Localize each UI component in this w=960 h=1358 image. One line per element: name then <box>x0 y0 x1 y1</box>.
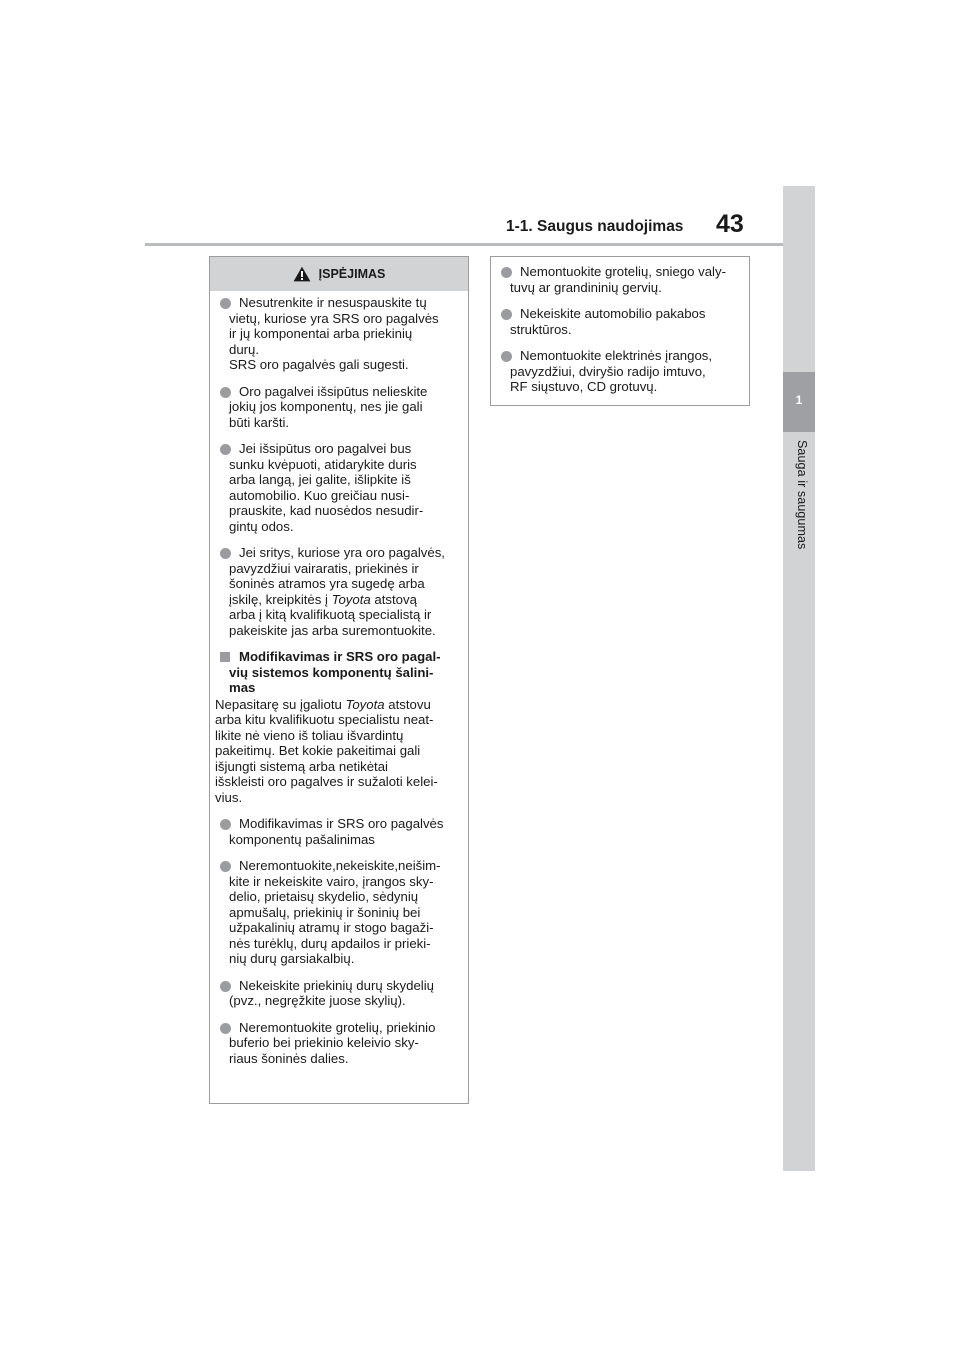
chapter-number: 1 <box>795 393 803 407</box>
chapter-title: Sauga ir saugumas <box>795 440 809 550</box>
list-item: Nemontuokite elektrinės įrangos, pavyzdžiui, dviryšio radijo imtuvo, RF siųstuvo, CD grotuvų. <box>499 348 743 395</box>
chapter-side-tab <box>783 186 815 1171</box>
list-item: Neremontuokite grotelių, priekinio buferio bei priekinio keleivio sky- riaus šoninės dalies. <box>218 1020 462 1067</box>
warning-title: ĮSPĖJIMAS <box>318 267 386 281</box>
list-item: Oro pagalvei išsipūtus nelieskite jokių jos komponentų, nes jie gali būti karšti. <box>218 384 462 431</box>
paragraph: Nepasitarę su įgaliotu Toyota atstovu arba kitu kvalifikuotu specialistu neat- likite nė vieno iš toliau išvardintų pakeitimų. Bet kokie pakeitimai gali išjungti sistemą arba netikėtai išskleisti oro pagalves ir sužaloti kelei- vius. <box>215 696 438 805</box>
header-divider <box>145 243 783 246</box>
warning-content <box>210 291 468 1066</box>
list-item: Jei išsipūtus oro pagalvei bus sunku kvėpuoti, atidarykite duris arba langą, jei galite, išlipkite iš automobilio. Kuo greičiau nusi- prauskite, kad nuosėdos nesudir- gintų odos. <box>218 441 462 534</box>
section-title: 1-1. Saugus naudojimas <box>506 218 684 235</box>
list-item: Nekeiskite priekinių durų skydelių (pvz., negręžkite juose skylių). <box>218 978 462 1009</box>
warning-header <box>210 257 468 291</box>
list-item: Modifikavimas ir SRS oro pagalvės komponentų pašalinimas <box>218 816 462 847</box>
warning-triangle-icon <box>293 266 311 282</box>
list-item: Neremontuokite,nekeiskite,neišim- kite ir nekeiskite vairo, įrangos sky- delio, prietaisų skydelio, sėdynių apmušalų, priekinių ir šoninių bei užpakalinių atramų ir stogo bagaži- nės turėklų, durų apdailos ir prieki- nių durų garsiakalbių. <box>218 858 462 967</box>
warning-box-left <box>209 256 469 1104</box>
warning-content <box>491 257 749 395</box>
subsection-heading: Modifikavimas ir SRS oro pagal- vių sistemos komponentų šalini- mas <box>218 649 462 696</box>
page-number: 43 <box>716 210 744 238</box>
brand-name: Toyota <box>345 696 385 712</box>
list-item: Nesutrenkite ir nesuspauskite tų vietų, kuriose yra SRS oro pagalvės ir jų komponentai arba priekinių durų. SRS oro pagalvės gali sugesti. <box>218 295 462 373</box>
brand-name: Toyota <box>331 591 371 607</box>
list-item: Nekeiskite automobilio pakabos struktūros. <box>499 306 743 337</box>
warning-box-right <box>490 256 750 406</box>
list-item: Jei sritys, kuriose yra oro pagalvės, pavyzdžiui vairaratis, priekinės ir šoninės atramos yra sugedę arba įskilę, kreipkitės į Toyota atstovą arba į kitą kvalifikuotą specialistą ir pakeiskite jas arba suremontuokite. <box>218 545 462 638</box>
list-item: Nemontuokite grotelių, sniego valy- tuvų ar grandininių gervių. <box>499 264 743 295</box>
